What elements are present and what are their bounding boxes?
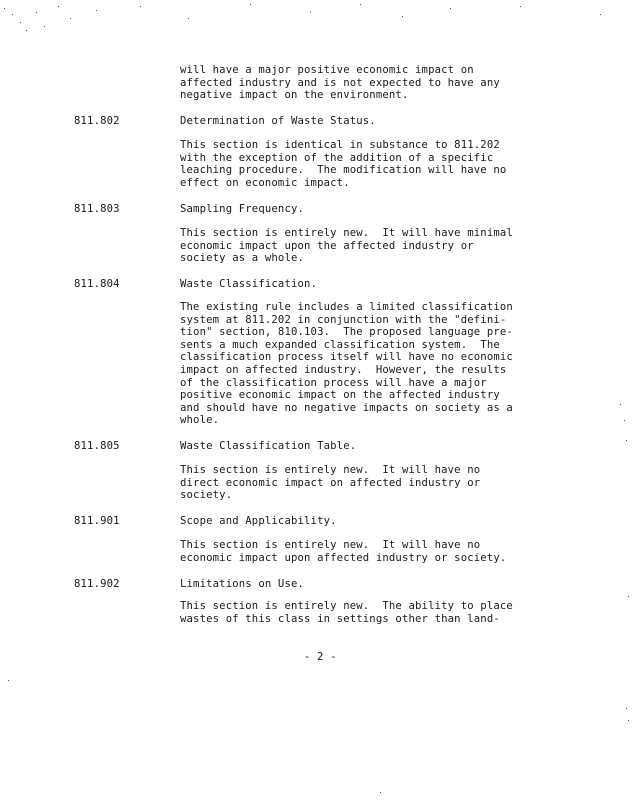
section-number: 811.901 [74, 515, 120, 527]
body-line: This section is entirely new. It will have no [180, 539, 481, 551]
body-line: impact on affected industry. However, the results [180, 363, 507, 376]
intro-line: will have a major positive economic impact on [180, 64, 474, 76]
body-line: The existing rule includes a limited classification [180, 301, 513, 313]
body-line: positive economic impact on the affected industry [180, 389, 500, 402]
section-heading: Waste Classification. [180, 278, 318, 290]
body-line: leaching procedure. The modification will have no [180, 164, 507, 177]
section-number: 811.805 [74, 440, 120, 452]
section-number: 811.902 [74, 578, 120, 590]
section-heading: Sampling Frequency. [180, 203, 305, 215]
section-body [180, 464, 480, 502]
section-number: 811.804 [74, 278, 120, 290]
body-line: direct economic impact on affected industry or [180, 476, 481, 489]
section-heading: Limitations on Use. [180, 578, 305, 590]
body-line: society as a whole. [180, 252, 305, 265]
section-body [180, 301, 513, 427]
intro-line: negative impact on the environment. [180, 89, 409, 102]
body-line: of the classification process will have a major [180, 376, 487, 389]
body-line: economic impact upon affected industry or society. [180, 551, 507, 564]
body-line: economic impact upon the affected industry or [180, 239, 474, 252]
body-line: wastes of this class in settings other than land- [180, 612, 500, 625]
body-line: system at 811.202 in conjunction with the "defini- [180, 313, 507, 326]
body-line: and should have no negative impacts on society as a [180, 401, 513, 414]
body-line: This section is entirely new. It will have minimal [180, 227, 513, 239]
body-line: classification process itself will have no economic [180, 351, 513, 364]
section-body [180, 227, 513, 265]
body-line: tion" section, 810.103. The proposed language pre- [180, 326, 513, 339]
section-number: 811.802 [74, 115, 120, 127]
body-line: sents a much expanded classification system. The [180, 338, 500, 351]
body-line: This section is entirely new. The ability to place [180, 600, 513, 612]
intro-paragraph [180, 64, 500, 102]
body-line: This section is entirely new. It will have no [180, 464, 481, 476]
page-number: - 2 - [304, 651, 337, 663]
intro-line: affected industry and is not expected to have any [180, 76, 500, 89]
section-body [180, 139, 506, 189]
section-heading: Waste Classification Table. [180, 440, 357, 452]
section-heading: Determination of Waste Status. [180, 115, 376, 127]
section-body [180, 539, 506, 564]
body-line: This section is identical in substance to 811.202 [180, 139, 500, 151]
body-line: whole. [180, 414, 220, 427]
body-line: effect on economic impact. [180, 176, 350, 189]
section-heading: Scope and Applicability. [180, 515, 337, 527]
section-body [180, 600, 513, 625]
section-number: 811.803 [74, 203, 120, 215]
body-line: society. [180, 489, 233, 502]
body-line: with the exception of the addition of a specific [180, 151, 494, 164]
